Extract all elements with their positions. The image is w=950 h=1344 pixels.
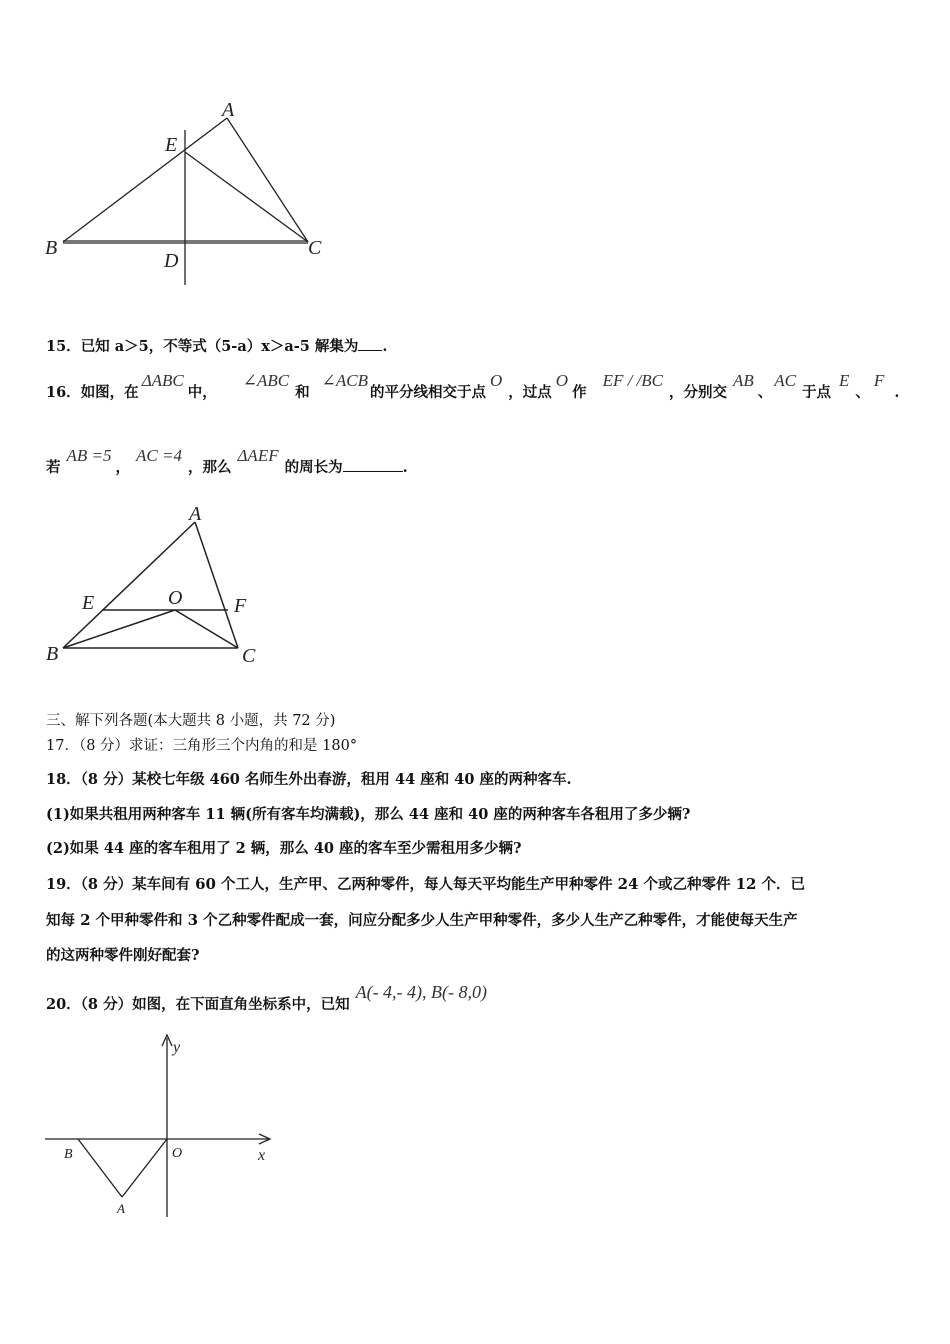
question-18-part2: (2)如果 44 座的客车租用了 2 辆，那么 40 座的客车至少需租用多少辆? [46, 840, 522, 857]
segment-ac [195, 522, 238, 648]
question-text: 已知 a＞5，不等式（5-a）x＞a-5 解集为 [80, 338, 359, 355]
math-point-o: O [490, 371, 503, 390]
label-e: E [82, 592, 95, 614]
segment-ba [63, 522, 195, 648]
text-segment: 19．（8 分）某车间有 [46, 876, 196, 893]
text-segment: 个或乙种零件 [638, 876, 736, 893]
label-c: C [242, 645, 256, 667]
number-12: 12 [735, 875, 757, 893]
text-segment: 20．（8 分）如图，在下面直角坐标系中，已知 [46, 996, 350, 1013]
label-a: A [117, 1201, 125, 1216]
segment-ba [63, 118, 227, 242]
text-segment: 知每 [46, 912, 81, 929]
answer-blank [358, 336, 382, 351]
label-c: C [308, 237, 322, 259]
question-16-line1 [46, 371, 900, 403]
section-three-title: 三、解下列各题(本大题共 8 小题，共 72 分) [46, 713, 336, 729]
text-segment: . [894, 384, 900, 401]
text-segment: 个工人，生产甲、乙两种零件，每人每天平均能生产甲种零件 [216, 876, 618, 893]
math-point-o-2: O [555, 371, 569, 390]
segment-ec [185, 152, 308, 242]
math-triangle-abc: ΔABC [141, 371, 184, 390]
question-15 [46, 336, 387, 357]
question-number: 15． [46, 338, 81, 355]
label-b: B [45, 237, 58, 259]
question-18: 18．（8 分）某校七年级 460 名师生外出春游，租用 44 座和 40 座的两种客车. [46, 771, 572, 788]
segment-ao [122, 1139, 167, 1197]
question-17: 17．（8 分）求证：三角形三个内角的和是 180° [46, 738, 358, 754]
coordinate-figure-q20 [40, 1030, 280, 1230]
number-60: 60 [195, 875, 216, 893]
text-segment: 作 [572, 384, 587, 401]
text-segment: 个甲种零件和 [90, 912, 188, 929]
math-ac: AC [774, 371, 797, 390]
period: . [402, 459, 408, 476]
label-a: A [222, 99, 235, 121]
question-19-line3: 的这两种零件刚好配套? [46, 947, 200, 964]
label-b: B [64, 1147, 73, 1162]
math-triangle-aef: ΔAEF [237, 446, 279, 465]
label-a: A [189, 503, 202, 525]
question-number: 16． [46, 384, 81, 401]
segment-ac [227, 118, 308, 242]
label-o: O [168, 587, 183, 609]
text-segment: ，那么 [187, 459, 232, 476]
math-ef-parallel-bc: EF / /BC [602, 371, 664, 390]
label-f: F [234, 595, 247, 617]
math-angle-abc: ∠ABC [242, 371, 290, 390]
math-ab-equals-5: AB =5 [66, 446, 112, 465]
text-segment: 中， [187, 384, 217, 401]
period: . [382, 338, 388, 355]
math-ab: AB [733, 371, 754, 390]
text-segment: 个乙种零件配成一套，问应分配多少人生产甲种零件，多少人生产乙种零件，才能使每天生产 [198, 912, 798, 929]
question-19-line2 [46, 910, 798, 931]
text-segment: 个．已 [756, 876, 806, 893]
number-24: 24 [617, 875, 639, 893]
text-segment: 如图，在 [80, 384, 139, 401]
answer-blank [343, 457, 403, 472]
math-e: E [839, 371, 850, 390]
text-segment: 若 [46, 459, 61, 476]
triangle-figure-q14 [40, 95, 340, 295]
question-19-line1 [46, 874, 805, 895]
label-b: B [46, 643, 59, 665]
question-20 [46, 982, 488, 1015]
text-segment: 于点 [802, 384, 832, 401]
label-x: x [258, 1147, 266, 1164]
segment-oc [175, 610, 238, 648]
math-points-a-b: A(- 4,- 4), B(- 8,0) [355, 982, 488, 1002]
text-segment: ，分别交 [669, 384, 728, 401]
text-segment: 的周长为 [284, 459, 343, 476]
text-segment: ，过点 [508, 384, 552, 401]
triangle-figure-q16 [40, 500, 280, 670]
question-18-part1: (1)如果共租用两种客车 11 辆(所有客车均满载)，那么 44 座和 40 座的两种客车各租用了多少辆? [46, 806, 691, 823]
text-segment: 、 [757, 384, 773, 401]
label-y: y [173, 1039, 181, 1056]
text-segment: 、 [855, 384, 870, 401]
text-segment: ， [115, 459, 130, 476]
number-3: 3 [187, 911, 199, 929]
question-16-line2 [46, 446, 408, 478]
math-angle-acb: ∠ACB [321, 371, 368, 390]
math-ac-equals-4: AC =4 [136, 446, 182, 465]
label-d: D [164, 250, 179, 272]
label-e: E [165, 134, 178, 156]
math-f: F [873, 371, 885, 390]
number-2: 2 [80, 911, 91, 929]
segment-bo [63, 610, 175, 648]
text-segment: 的平分线相交于点 [370, 384, 486, 401]
segment-ba [78, 1139, 122, 1197]
text-segment: 和 [295, 384, 310, 401]
label-o: O [172, 1146, 183, 1161]
